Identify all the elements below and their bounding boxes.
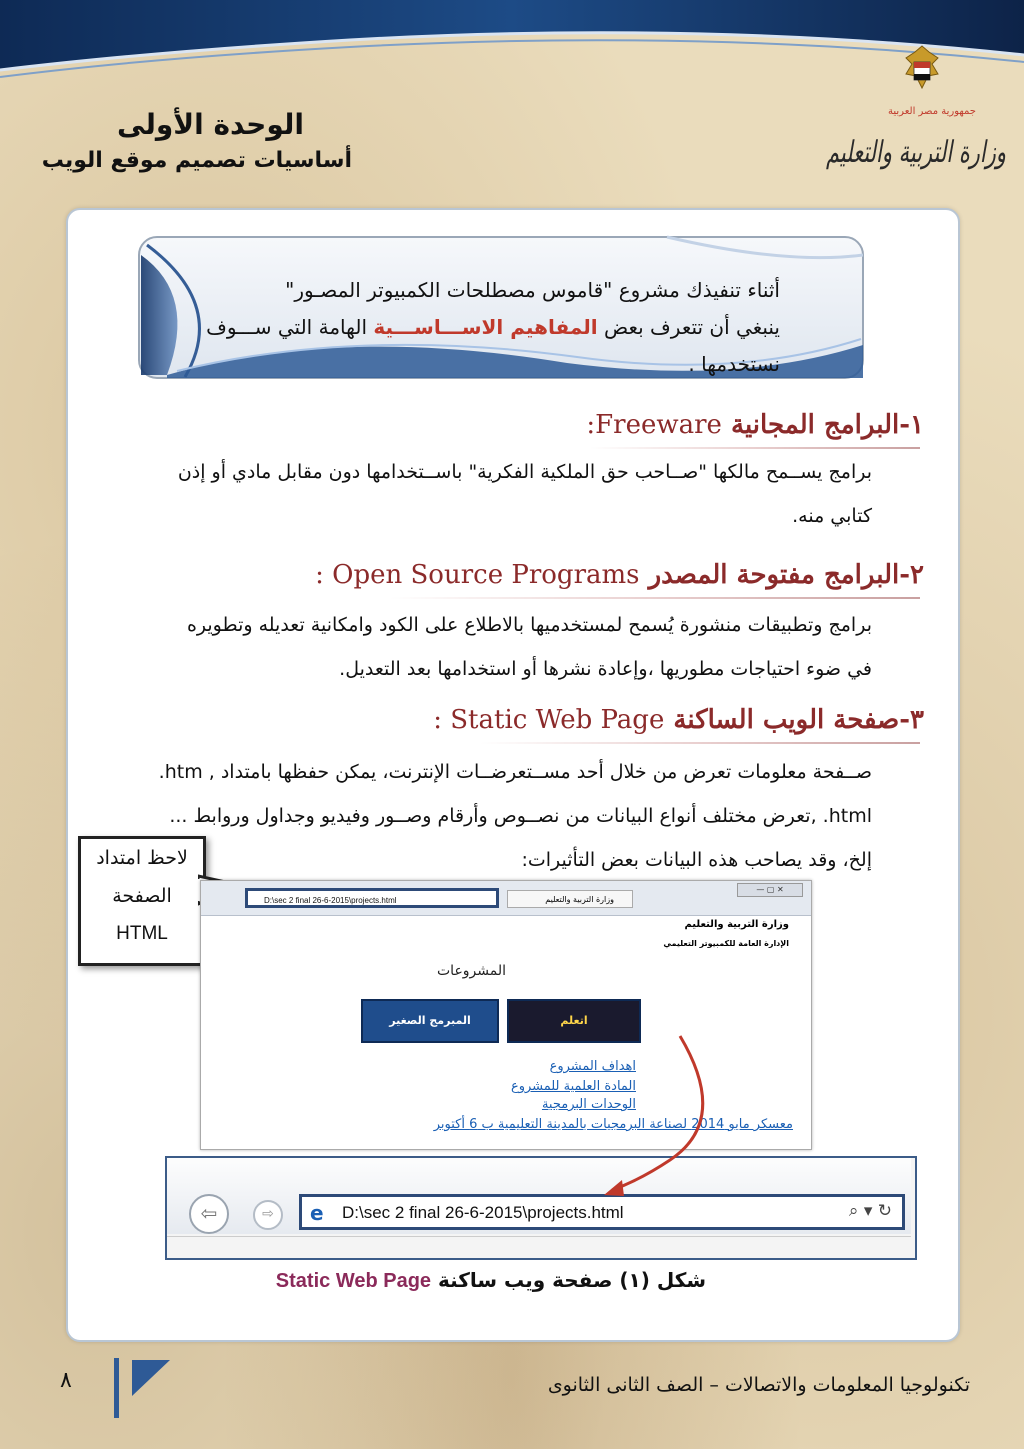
project-banner-left[interactable]: اتعلم bbox=[507, 999, 641, 1043]
site-link-3[interactable]: الوحدات البرمجية bbox=[541, 1097, 636, 1112]
site-link-4[interactable]: معسكر مايو 2014 لصناعة البرمجيات بالمدينة التعليمية ب 6 أكتوبر bbox=[433, 1117, 793, 1132]
section-1-underline bbox=[590, 447, 920, 449]
intro-line-2: ينبغي أن تتعرف بعض المفاهيم الاســـاســـية الهامة التي ســـوف bbox=[206, 315, 780, 339]
section-2-underline bbox=[390, 597, 920, 599]
browser-address-bar[interactable]: D:\sec 2 final 26-6-2015\projects.html bbox=[245, 888, 499, 908]
footer-text: تكنولوجيا المعلومات والاتصالات – الصف الثانى الثانوى bbox=[547, 1374, 970, 1396]
site-link-1[interactable]: اهداف المشروع bbox=[549, 1059, 636, 1074]
site-heading: المشروعات bbox=[437, 963, 507, 979]
zoomed-address-text: D:\sec 2 final 26-6-2015\projects.html bbox=[342, 1203, 624, 1222]
footer-decoration bbox=[110, 1356, 180, 1420]
logo-caption: جمهورية مصر العربية bbox=[888, 106, 976, 117]
zoomed-browser-bar bbox=[165, 1156, 917, 1260]
section-1-body: برامج يســمح مالكها "صــاحب حق الملكية الفكرية" باســتخدامها دون مقابل مادي أو إذن كتابي منه. bbox=[177, 461, 872, 527]
page-number: ٨ bbox=[60, 1368, 72, 1393]
section-1-heading: ١-البرامج المجانية Freeware: bbox=[586, 410, 924, 440]
intro-text bbox=[190, 272, 780, 383]
extension-callout: لاحظ امتداد الصفحة HTML bbox=[78, 836, 206, 966]
intro-highlight: المفاهيم الاســـاســـية bbox=[373, 315, 598, 339]
unit-title: الوحدة الأولى bbox=[117, 108, 304, 141]
site-ministry: وزارة التربية والتعليم bbox=[684, 919, 789, 930]
section-3-underline bbox=[480, 742, 920, 744]
unit-subtitle: أساسيات تصميم موقع الويب bbox=[41, 148, 352, 173]
zoom-arrow bbox=[560, 1030, 720, 1200]
search-icon[interactable]: ⌕ ▾ ↻ bbox=[848, 1201, 892, 1221]
section-3-body: صــفحة معلومات تعرض من خلال أحد مســتعرضــات الإنترنت، يمكن حفظها بامتداد , htm. html. ,تعرض مختلف أنواع البيانات من نصــوص وأرقام وصــور وفيديو وجداول وروابط ... إلخ، وقد يصاحب هذه البيانات بعض التأثيرات: bbox=[158, 761, 872, 871]
project-banner-right[interactable]: المبرمج الصغير bbox=[361, 999, 499, 1043]
section-2-body: برامج وتطبيقات منشورة يُسمح لمستخدميها بالاطلاع على الكود وامكانية تعديله وتطويره في ضوء احتياجات مطوريها ،وإعادة نشرها أو استخدامها بعد التعديل. bbox=[186, 614, 872, 680]
browser-screenshot bbox=[200, 880, 812, 1150]
logo-script: وزارة التربية والتعليم bbox=[826, 135, 1006, 170]
intro-line-3: نستخدمها . bbox=[688, 352, 780, 376]
ie-icon: e bbox=[310, 1201, 324, 1225]
site-department: الإدارة العامة للكمبيوتر التعليمي bbox=[663, 939, 789, 948]
intro-line-1: أثناء تنفيذك مشروع "قاموس مصطلحات الكمبيوتر المصـور" bbox=[285, 278, 780, 302]
section-3-heading: ٣-صفحة الويب الساكنة Static Web Page : bbox=[433, 705, 924, 735]
window-controls[interactable]: — ▢ ✕ bbox=[737, 883, 803, 897]
figure-caption: شكل (١) صفحة ويب ساكنة Static Web Page bbox=[275, 1268, 706, 1292]
browser-tab[interactable]: وزارة التربية والتعليم bbox=[507, 890, 633, 908]
section-2-heading: ٢-البرامج مفتوحة المصدر Open Source Programs : bbox=[315, 560, 924, 590]
ministry-logo bbox=[820, 42, 1010, 182]
back-button[interactable]: ⇦ bbox=[189, 1194, 229, 1234]
forward-button[interactable]: ⇨ bbox=[253, 1200, 283, 1230]
site-link-2[interactable]: المادة العلمية للمشروع bbox=[510, 1079, 636, 1094]
